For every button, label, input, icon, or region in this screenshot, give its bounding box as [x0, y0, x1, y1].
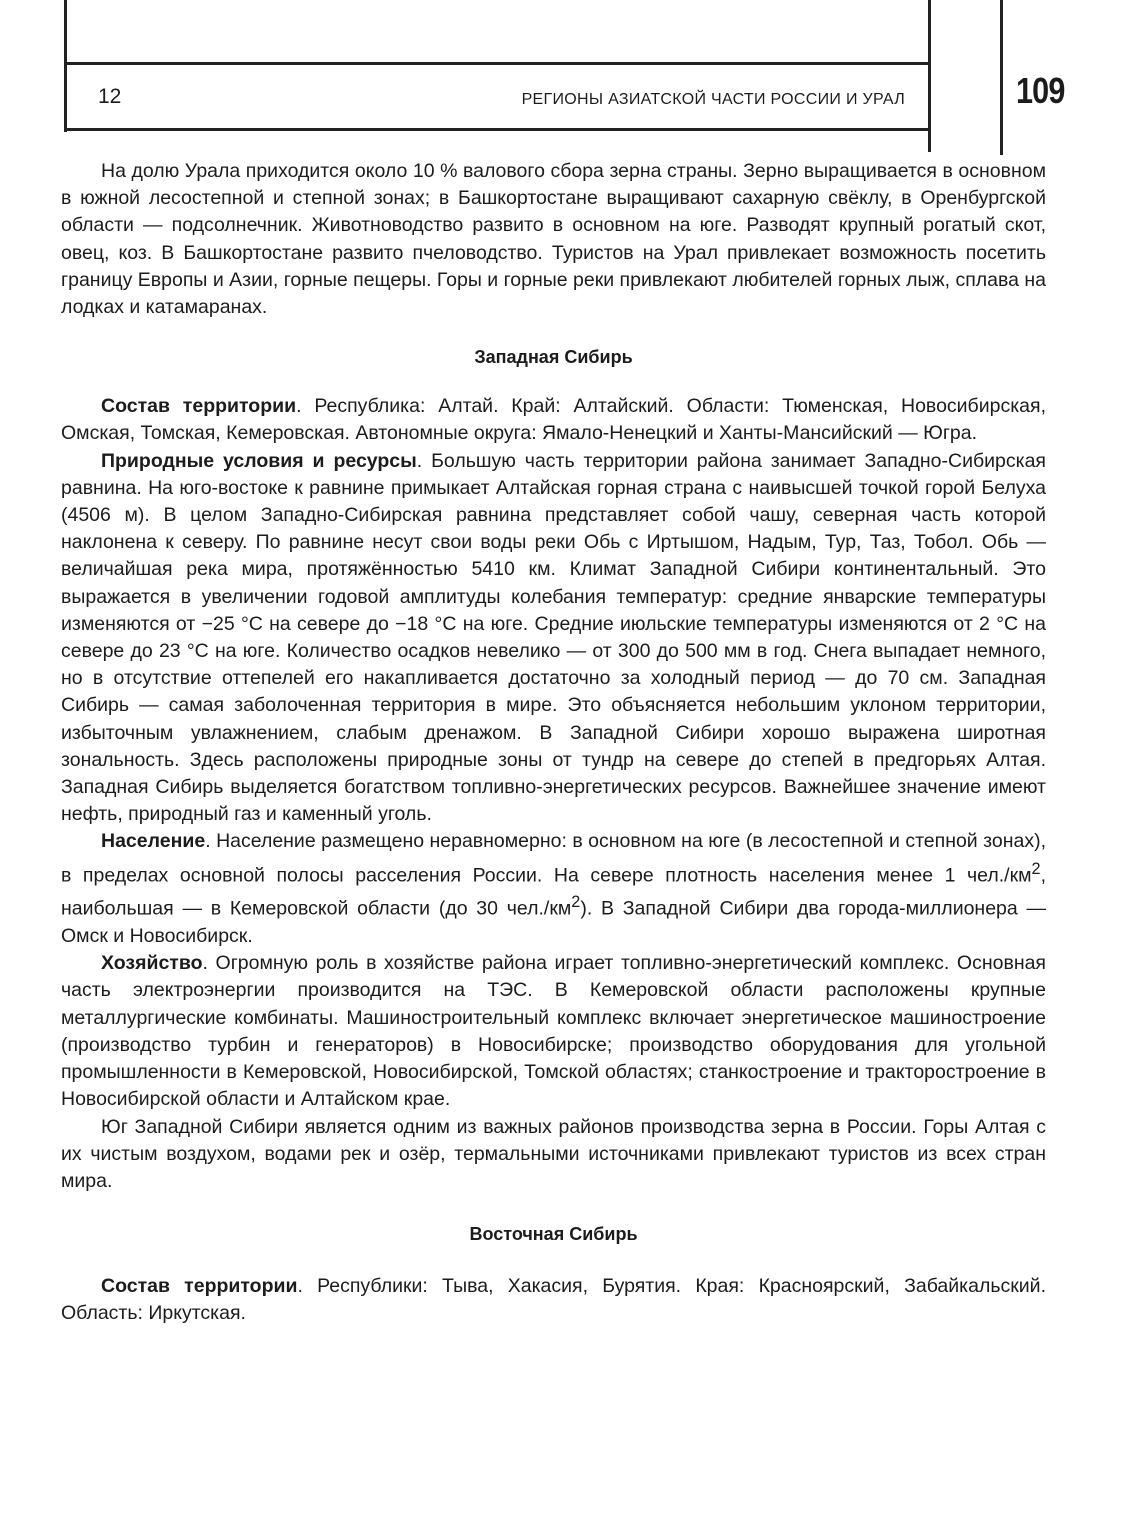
paragraph-text: . Огромную роль в хозяйстве района играет топливно-энергетический комплекс. Основная часть электроэнергии производится на ТЭС. В Кемеровской области расположены крупные металлургические комбинаты. Машиностроительный комплекс включает энергетическое машиностроение (производство турбин и генераторов) в Новосибирске; производство оборудования для угольной промышленности в Кемеровской, Новосибирской, Томской областях; станкостроение и тракторостроение в Новосибирской области и Алтайском крае.	[61, 952, 1046, 1111]
paragraph-population	[61, 828, 1046, 950]
chapter-title: РЕГИОНЫ АЗИАТСКОЙ ЧАСТИ РОССИИ И УРАЛ	[521, 91, 905, 108]
paragraph-text: . Республики: Тыва, Хакасия, Бурятия. Края: Красноярский, Забайкальский. Область: Иркутская.	[61, 1275, 1046, 1325]
lead-term: Природные условия и ресурсы	[101, 449, 417, 472]
page-number: 109	[1016, 70, 1065, 111]
page-content	[61, 158, 1046, 1328]
frame-line-right	[928, 0, 931, 62]
superscript: 2	[1031, 859, 1041, 878]
paragraph-text: ). В Западной Сибири два города-миллионера — Омск и Новосибирск.	[61, 897, 1046, 948]
paragraph-south: Юг Западной Сибири является одним из важных районов производства зерна в России. Горы Алтая с их чистым воздухом, водами рек и озёр, термальными источниками привлекают туристов из всех стран мира.	[61, 1115, 1046, 1192]
paragraph-territory-west	[61, 393, 1046, 447]
paragraph-territory-east	[61, 1273, 1046, 1327]
lead-term: Состав территории	[101, 1275, 298, 1298]
section-heading-west-siberia: Западная Сибирь	[474, 347, 633, 368]
page-number-rule	[1000, 0, 1003, 155]
paragraph-economy	[61, 950, 1046, 1113]
lead-term: Хозяйство	[101, 952, 203, 975]
lead-term: Население	[101, 830, 206, 853]
paragraph-nature	[61, 448, 1046, 829]
chapter-number: 12	[98, 85, 122, 108]
paragraph-text: , наибольшая — в Кемеровской области (до 30 чел./км	[61, 864, 1046, 920]
paragraph-text: . Население размещено неравномерно: в основном на юге (в лесостепной и степной зонах), в пределах основной полосы расселения России. На севере плотность населения менее 1 чел./км	[61, 830, 1046, 887]
superscript: 2	[571, 893, 581, 912]
header-tick	[928, 128, 931, 152]
intro-paragraph: На долю Урала приходится около 10 % валового сбора зерна страны. Зерно выращивается в основном в южной лесостепной и степной зонах; в Башкортостане выращивают сахарную свёклу, в Оренбургской области — подсолнечник. Животноводство развито в основном на юге. Разводят крупный рогатый скот, овец, коз. В Башкортостане развито пчеловодство. Туристов на Урал привлекает возможность посетить границу Европы и Азии, горные пещеры. Горы и горные реки привлекают любителей горных лыж, сплава на лодках и катамаранах.	[61, 160, 1046, 319]
paragraph-text: . Большую часть территории района занимает Западно-Сибирская равнина. На юго-востоке к равнине примыкает Алтайская горная страна с наивысшей точкой горой Белуха (4506 м). В целом Западно-Сибирская равнина представляет собой чашу, северная часть которой наклонена к северу. По равнине несут свои воды реки Обь с Иртышом, Надым, Тур, Таз, Тобол. Обь — величайшая река мира, протяжённостью 5410 км. Климат Западной Сибири континентальный. Это выражается в увеличении годовой амплитуды колебания температур: средние январские температуры изменяются от −25 °С на севере до −18 °С на юге. Средние июльские температуры изменяются от 2 °С на севере до 23 °С на юге. Количество осадков невелико — от 300 до 500 мм в год. Снега выпадает немного, но в отсутствие оттепелей его накапливается достаточно за холодный период — до 70 см. Западная Сибирь — самая заболоченная территория в мире. Это объясняется небольшим уклоном территории, избыточным увлажнением, слабым дренажом. В Западной Сибири хорошо выражена широтная зональность. Здесь расположены природные зоны от тундр на севере до степей в предгорьях Алтая. Западная Сибирь выделяется богатством топливно-энергетических ресурсов. Важнейшее значение имеют нефть, природный газ и каменный уголь.	[61, 449, 1046, 826]
paragraph-text: . Республика: Алтай. Край: Алтайский. Области: Тюменская, Новосибирская, Омская, Томская, Кемеровская. Автономные округа: Ямало-Ненецкий и Ханты-Мансийский — Югра.	[61, 395, 1046, 445]
lead-term: Состав территории	[101, 395, 297, 418]
section-heading-east-siberia: Восточная Сибирь	[469, 1224, 638, 1245]
